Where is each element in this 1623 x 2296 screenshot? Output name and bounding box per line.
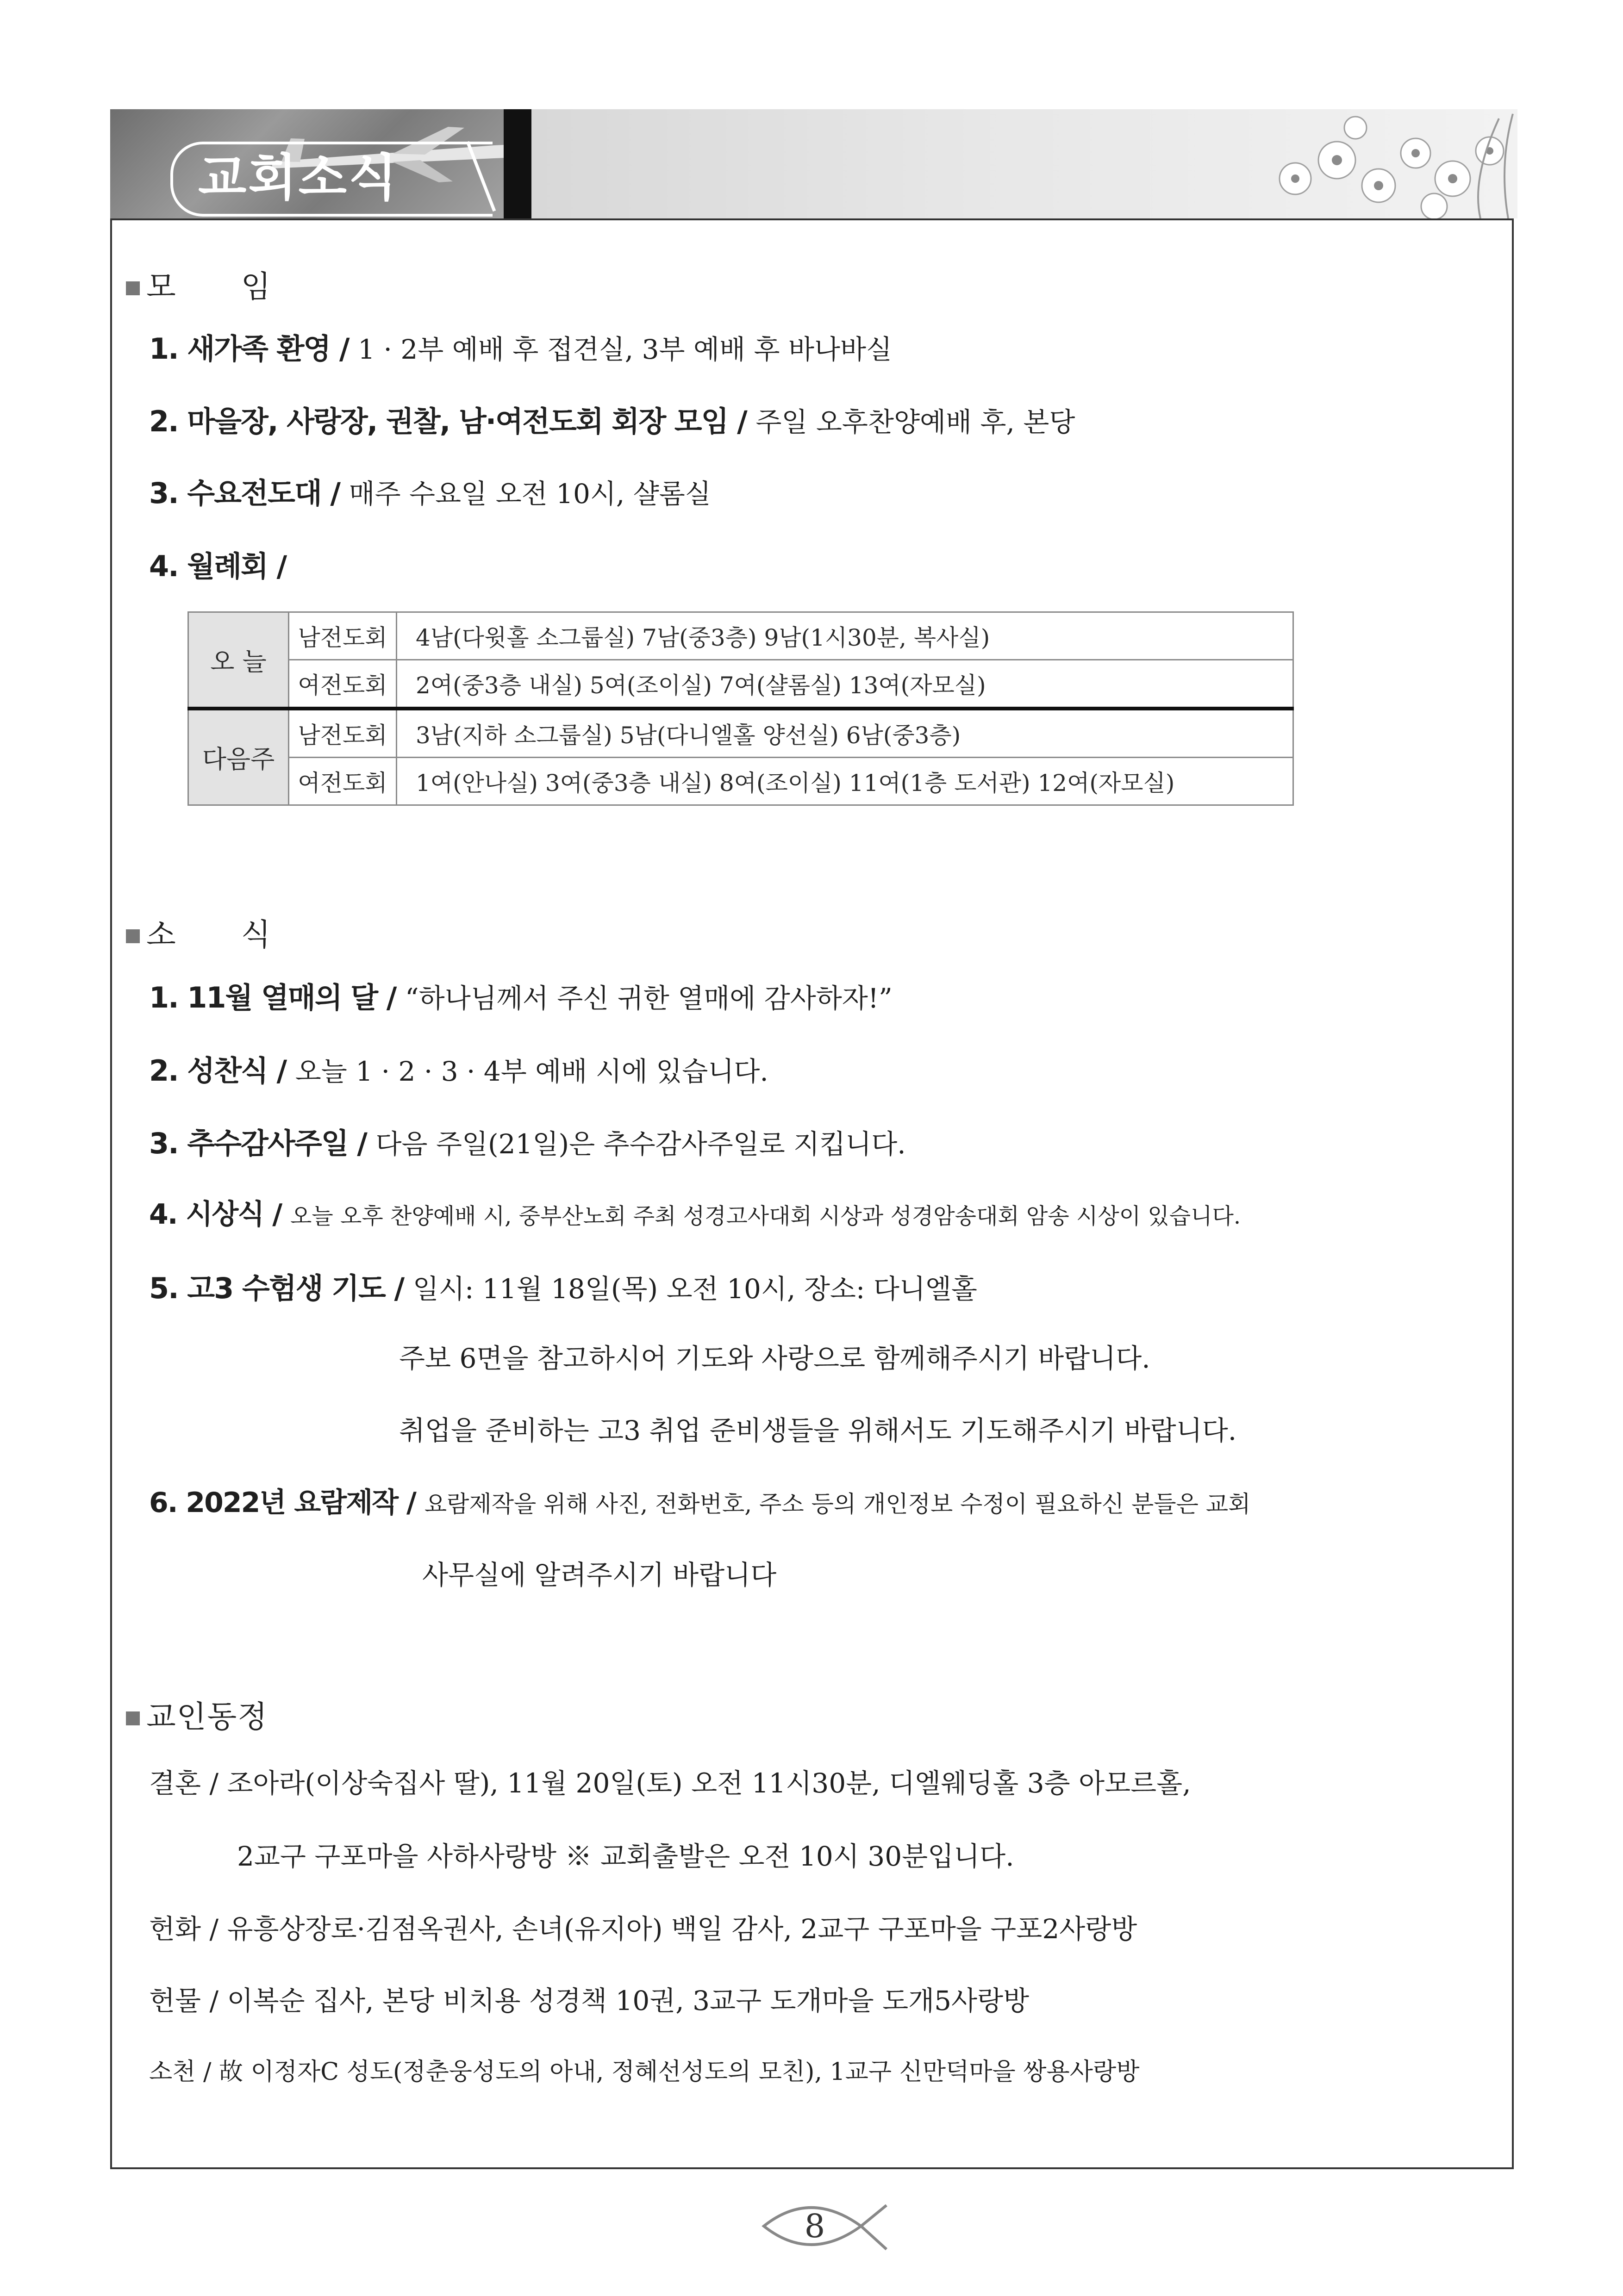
news-item-5-continuation-1: 주보 6면을 참고하시어 기도와 사랑으로 함께해주시기 바랍니다. (399, 1343, 1150, 1374)
table-subgroup: 여전도회 (289, 758, 397, 805)
news-item-5: 5. 고3 수험생 기도 / 일시: 11월 18일(목) 오전 10시, 장소: 다니엘홀 (149, 1271, 977, 1305)
header-divider-bar (504, 109, 531, 218)
table-row (188, 660, 1293, 709)
news-item-2: 2. 성찬식 / 오늘 1 · 2 · 3 · 4부 예배 시에 있습니다. (149, 1054, 768, 1088)
meeting-item-2: 2. 마을장, 사랑장, 권찰, 남·여전도회 회장 모임 / 주일 오후찬양예배 후, 본당 (149, 404, 1075, 438)
table-subgroup: 남전도회 (289, 612, 397, 660)
table-row (188, 612, 1293, 660)
square-bullet-icon (126, 281, 140, 295)
member-news-wedding-continuation: 2교구 구포마을 사하사랑방 ※ 교회출발은 오전 10시 30분입니다. (237, 1841, 1014, 1872)
member-news-passing: 소천 / 故 이정자C 성도(정춘웅성도의 아내, 정혜선성도의 모친), 1교구 신만덕마을 쌍용사랑방 (149, 2058, 1140, 2086)
square-bullet-icon (126, 1711, 140, 1725)
member-news-donation: 헌물 / 이복순 집사, 본당 비치용 성경책 10권, 3교구 도개마을 도개5사랑방 (149, 1985, 1030, 2016)
square-bullet-icon (126, 929, 140, 943)
meeting-item-1: 1. 새가족 환영 / 1 · 2부 예배 후 접견실, 3부 예배 후 바나바실 (149, 332, 893, 366)
page-number: 8 (804, 2207, 825, 2245)
table-venues: 2여(중3층 내실) 5여(조이실) 7여(샬롬실) 13여(자모실) (397, 660, 1293, 709)
news-item-3: 3. 추수감사주일 / 다음 주일(21일)은 추수감사주일로 지킵니다. (149, 1126, 906, 1160)
news-item-6-continuation: 사무실에 알려주시기 바랍니다 (422, 1559, 777, 1591)
meeting-item-4: 4. 월례회 / (149, 549, 287, 583)
member-news-flowers: 헌화 / 유흥상장로·김점옥권사, 손녀(유지아) 백일 감사, 2교구 구포마을 구포2사랑방 (149, 1913, 1137, 1945)
meeting-item-3: 3. 수요전도대 / 매주 수요일 오전 10시, 샬롬실 (149, 476, 711, 510)
table-row (188, 758, 1293, 805)
news-item-6: 6. 2022년 요람제작 / 요람제작을 위해 사진, 전화번호, 주소 등의 개인정보 수정이 필요하신 분들은 교회 (149, 1487, 1251, 1519)
section-heading-members: 교인동정 (126, 1692, 268, 1736)
page-number-badge (759, 2180, 889, 2272)
table-venues: 3남(지하 소그룹실) 5남(다니엘홀 양선실) 6남(중3층) (397, 709, 1293, 758)
news-item-4: 4. 시상식 / 오늘 오후 찬양예배 시, 중부산노회 주최 성경고사대회 시상과 성경암송대회 암송 시상이 있습니다. (149, 1198, 1241, 1231)
table-venues: 4남(다윗홀 소그룹실) 7남(중3층) 9남(1시30분, 복사실) (397, 612, 1293, 660)
member-news-wedding: 결혼 / 조아라(이상숙집사 딸), 11월 20일(토) 오전 11시30분, 디엘웨딩홀 3층 아모르홀, (149, 1767, 1191, 1799)
table-group-next-week: 다음주 (188, 709, 289, 805)
content-frame (110, 218, 1514, 2169)
table-subgroup: 여전도회 (289, 660, 397, 709)
monthly-meeting-table (187, 611, 1294, 806)
section-heading-news: 소 식 (126, 910, 299, 954)
table-venues: 1여(안나실) 3여(중3층 내실) 8여(조이실) 11여(1층 도서관) 12여(자모실) (397, 758, 1293, 805)
table-subgroup: 남전도회 (289, 709, 397, 758)
table-group-today: 오 늘 (188, 612, 289, 709)
table-row (188, 709, 1293, 758)
section-header-banner (110, 109, 1517, 218)
news-item-5-continuation-2: 취업을 준비하는 고3 취업 준비생들을 위해서도 기도해주시기 바랍니다. (399, 1415, 1237, 1446)
section-heading-meetings: 모 임 (126, 262, 299, 306)
news-item-1: 1. 11월 열매의 달 / “하나님께서 주신 귀한 열매에 감사하자!” (149, 981, 893, 1014)
page-title: 교회소식 (198, 149, 399, 207)
flowers-decoration-icon (1240, 109, 1517, 218)
